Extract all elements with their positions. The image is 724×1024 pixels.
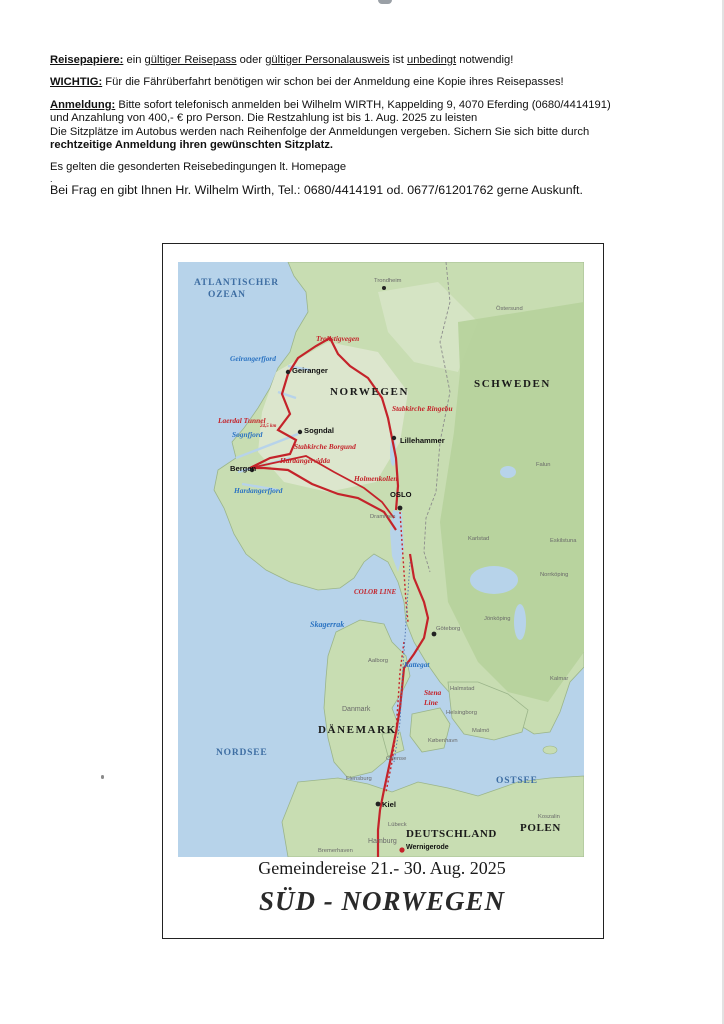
label-deutschland: DEUTSCHLAND (406, 828, 497, 840)
text-part: gültiger Reisepass (144, 54, 237, 66)
label-helsingborg: Helsingborg (446, 710, 477, 716)
stray-dot: . (50, 173, 53, 184)
wichtig-label: WICHTIG: (50, 76, 103, 89)
label-ostsee: OSTSEE (496, 776, 538, 786)
info-text-block (50, 54, 690, 197)
label-stabkirche-borgund: Stabkirche Borgund (294, 442, 356, 451)
anmeldung-line-3: Die Sitzplätze im Autobus werden nach Reihenfolge der Anmeldungen vergeben. Sichern Sie sich bitte durch (50, 125, 590, 138)
dot-sogndal (298, 430, 302, 434)
route-map (178, 262, 584, 857)
auskunft-line: Bei Frag en gibt Ihnen Hr. Wilhelm Wirth, Tel.: 0680/4414191 od. 0677/61201762 gerne Auskunft. (50, 182, 583, 197)
label-flensburg: Flensburg (346, 776, 372, 782)
reisepapiere-label: Reisepapiere: (50, 54, 124, 66)
label-skagerrak: Skagerrak (310, 620, 345, 629)
label-malmo: Malmö (472, 728, 490, 734)
label-laerdal-tunnel: Laerdal Tunnel (218, 416, 266, 425)
label-ocean: OZEAN (208, 290, 246, 300)
text-part: ein (123, 54, 145, 66)
label-sognfjord: Sognfjord (232, 430, 263, 439)
label-trollstigvegen: Trollstigvegen (316, 334, 360, 343)
dot-geiranger (286, 370, 290, 374)
reisebedingungen-line: Es gelten die gesonderten Reisebedingungen lt. Homepage (50, 161, 347, 174)
anmeldung-label: Anmeldung: (50, 98, 116, 111)
label-kattegat: Kattegat (404, 660, 430, 669)
label-bremerhaven: Bremerhaven (318, 848, 353, 854)
label-odense: Odense (386, 756, 407, 762)
label-sogndal: Sogndal (304, 426, 334, 435)
anmeldung-text: Bitte sofort telefonisch anmelden bei Wilhelm WIRTH, Kappelding 9, 4070 Eferding (0680/4414191) (115, 98, 611, 111)
label-daenemark: DÄNEMARK (318, 724, 397, 736)
label-hardangerfjord: Hardangerfjord (234, 486, 283, 495)
top-scan-mark (378, 0, 392, 4)
label-jonkoping: Jönköping (484, 616, 511, 622)
label-bergen: Bergen (230, 464, 257, 473)
text-part: unbedingt (406, 54, 457, 66)
label-geiranger: Geiranger (292, 366, 328, 375)
zealand-island (410, 708, 450, 752)
lake-vattern (514, 604, 526, 640)
label-holmenkollen: Holmenkollen (354, 474, 398, 483)
label-tunnel-km: 24,5 km (260, 424, 277, 429)
dot-oslo (398, 506, 403, 511)
dot-wernigerode (399, 847, 404, 852)
label-falun: Falun (536, 462, 551, 468)
anmeldung-line-4: rechtzeitige Anmeldung ihren gewünschten Sitzplatz. (50, 139, 334, 152)
label-kiel: Kiel (382, 800, 396, 809)
label-color-line: COLOR LINE (354, 588, 397, 596)
label-norrkoping: Norrköping (540, 572, 569, 578)
trip-subtitle: SÜD - NORWEGEN (258, 886, 506, 916)
label-atlantic: ATLANTISCHER (194, 278, 279, 288)
reisepapiere-line (50, 54, 690, 67)
label-lillehammer: Lillehammer (400, 436, 445, 445)
text-part: notwendig! (456, 54, 514, 66)
anmeldung-line-1 (50, 99, 690, 112)
label-kalmar: Kalmar (550, 676, 569, 682)
label-goteborg: Göteborg (436, 626, 461, 632)
denmark-land (324, 620, 410, 778)
text-part: gültiger Personalausweis (265, 54, 390, 66)
label-karlstad: Karlstad (468, 536, 490, 542)
lake-siljan (500, 466, 516, 478)
label-aalborg: Aalborg (368, 658, 388, 664)
label-trondheim: Trondheim (374, 278, 402, 284)
label-kobenhavn: København (428, 738, 458, 744)
label-stena: Stena (424, 688, 442, 697)
label-wernigerode: Wernigerode (406, 844, 449, 851)
dot-goteborg (432, 632, 437, 637)
wichtig-text: Für die Fährüberfahrt benötigen wir schon bei der Anmeldung eine Kopie ihres Reisepasses! (102, 76, 564, 89)
wichtig-line (50, 76, 690, 89)
dot-lillehammer (392, 436, 396, 440)
label-hardangervidda: Hardangervidda (280, 456, 331, 465)
label-schweden: SCHWEDEN (474, 378, 551, 390)
label-oslo: OSLO (390, 490, 412, 499)
dot-kiel (376, 802, 381, 807)
stray-mark (101, 775, 104, 779)
label-koszalin: Koszalin (538, 814, 560, 820)
label-ostersund: Östersund (496, 306, 523, 312)
text-part: oder (236, 54, 266, 66)
text-part: ist (389, 54, 407, 66)
label-eskilstuna: Eskilstuna (550, 538, 577, 544)
label-lubeck: Lübeck (388, 822, 407, 828)
label-drammen: Drammen (370, 514, 396, 520)
label-line: Line (424, 698, 438, 707)
map-graphic (178, 262, 584, 857)
label-halmstad: Halmstad (450, 686, 475, 692)
label-hamburg: Hamburg (368, 838, 397, 845)
label-geirangerfjord: Geirangerfjord (230, 354, 276, 363)
label-norwegen: NORWEGEN (330, 386, 410, 398)
anmeldung-line-2: und Anzahlung von 400,- € pro Person. Die Restzahlung ist bis 1. Aug. 2025 zu leisten (50, 112, 478, 125)
bornholm-island (543, 746, 557, 754)
label-stabkirche-ringebu: Stabkirche Ringebu (392, 404, 453, 413)
trip-title: Gemeindereise 21.- 30. Aug. 2025 (258, 858, 506, 878)
lake-vanern (470, 566, 518, 594)
label-nordsee: NORDSEE (216, 748, 268, 758)
label-danmark: Danmark (342, 706, 371, 713)
label-polen: POLEN (520, 822, 561, 834)
dot-trondheim (382, 286, 386, 290)
